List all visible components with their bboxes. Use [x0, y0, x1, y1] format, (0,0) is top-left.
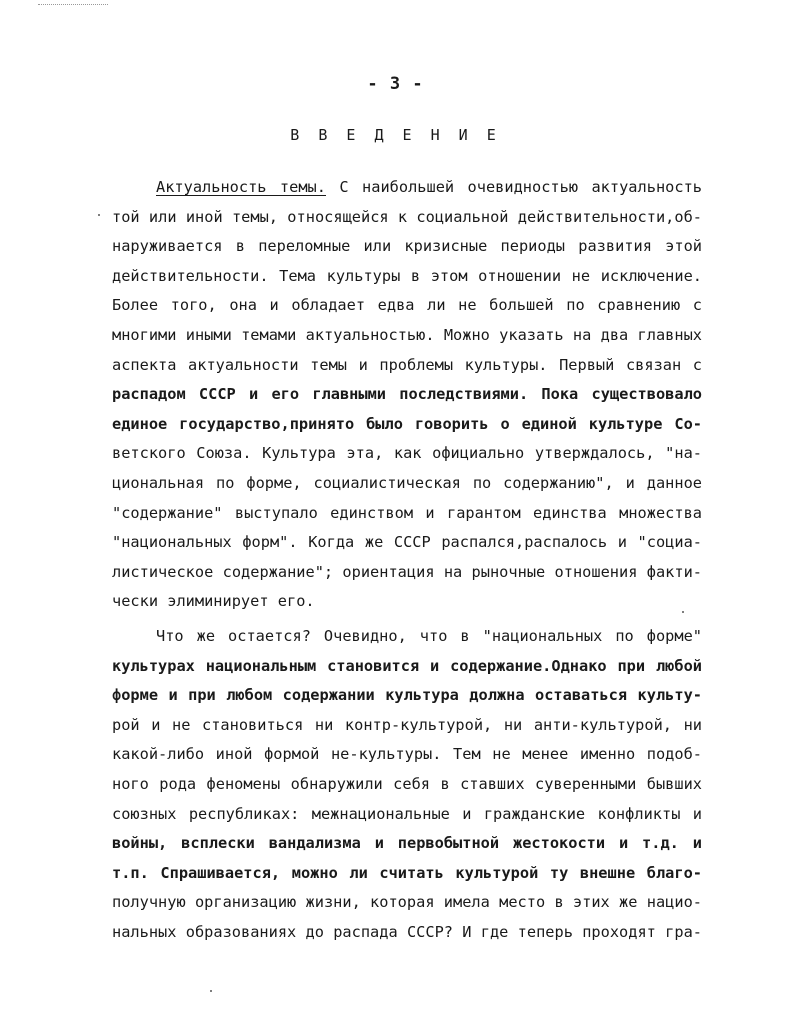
first-line-text: С наибольшей очевидностью актуальность — [339, 178, 702, 196]
text-line: какой-либо иной формой не-культуры. Тем не менее именно подоб- — [112, 745, 702, 764]
text-line: получную организацию жизни, которая имела место в этих же нацио- — [112, 893, 702, 912]
text-line: Что же остается? Очевидно, что в "национальных по форме" — [156, 627, 702, 645]
text-line: аспекта актуальности темы и проблемы культуры. Первый связан с — [112, 355, 702, 374]
text-line: нальных образованиях до распада СССР? И где теперь проходят гра- — [112, 922, 702, 941]
text-line: единое государство,принято было говорить о единой культуре Со- — [112, 414, 702, 433]
paragraph-what-remains — [112, 622, 702, 948]
section-heading: В В Е Д Е Н И Е — [290, 126, 501, 144]
scan-smudge — [38, 4, 108, 8]
text-line: войны, всплески вандализма и первобытной жестокости и т.д. и — [112, 834, 702, 853]
text-line: наруживается в переломные или кризисные периоды развития этой — [112, 237, 702, 256]
text-line: листическое содержание"; ориентация на рыночные отношения факти- — [112, 562, 702, 581]
topic-title: Актуальность темы. — [156, 178, 326, 196]
text-line: рой и не становиться ни контр-культурой, ни анти-культурой, ни — [112, 715, 702, 734]
text-line: т.п. Спрашивается, можно ли считать культурой ту внешне благо- — [112, 863, 702, 882]
text-line: той или иной темы, относящейся к социальной действительности,об- — [112, 207, 702, 226]
text-line: многими иными темами актуальностью. Можно указать на два главных — [112, 325, 702, 344]
text-line: ного рода феномены обнаружили себя в ставших суверенными бывших — [112, 774, 702, 793]
scan-speck — [210, 990, 212, 992]
text-line: "национальных форм". Когда же СССР распался,распалось и "социа- — [112, 533, 702, 552]
scan-speck — [98, 214, 100, 216]
text-line: циональная по форме, социалистическая по содержанию", и данное — [112, 473, 702, 492]
text-line-last: чески элиминирует его. — [112, 592, 315, 611]
paragraph-relevance — [112, 173, 702, 617]
text-line: действительности. Тема культуры в этом отношении не исключение. — [112, 266, 702, 285]
page-number: - 3 - — [367, 74, 424, 94]
text-line: Более того, она и обладает едва ли не большей по сравнению с — [112, 296, 702, 315]
text-line: ветского Союза. Культура эта, как официально утверждалось, "на- — [112, 444, 702, 463]
text-line: "содержание" выступало единством и гарантом единства множества — [112, 503, 702, 522]
paragraph-first-line — [112, 173, 702, 203]
text-line: распадом СССР и его главными последствиями. Пока существовало — [112, 385, 702, 404]
text-line: культурах национальным становится и содержание.Однако при любой — [112, 656, 702, 675]
text-line: союзных республиках: межнациональные и гражданские конфликты и — [112, 804, 702, 823]
text-line: форме и при любом содержании культура должна оставаться культу- — [112, 686, 702, 705]
scan-speck — [682, 611, 684, 613]
